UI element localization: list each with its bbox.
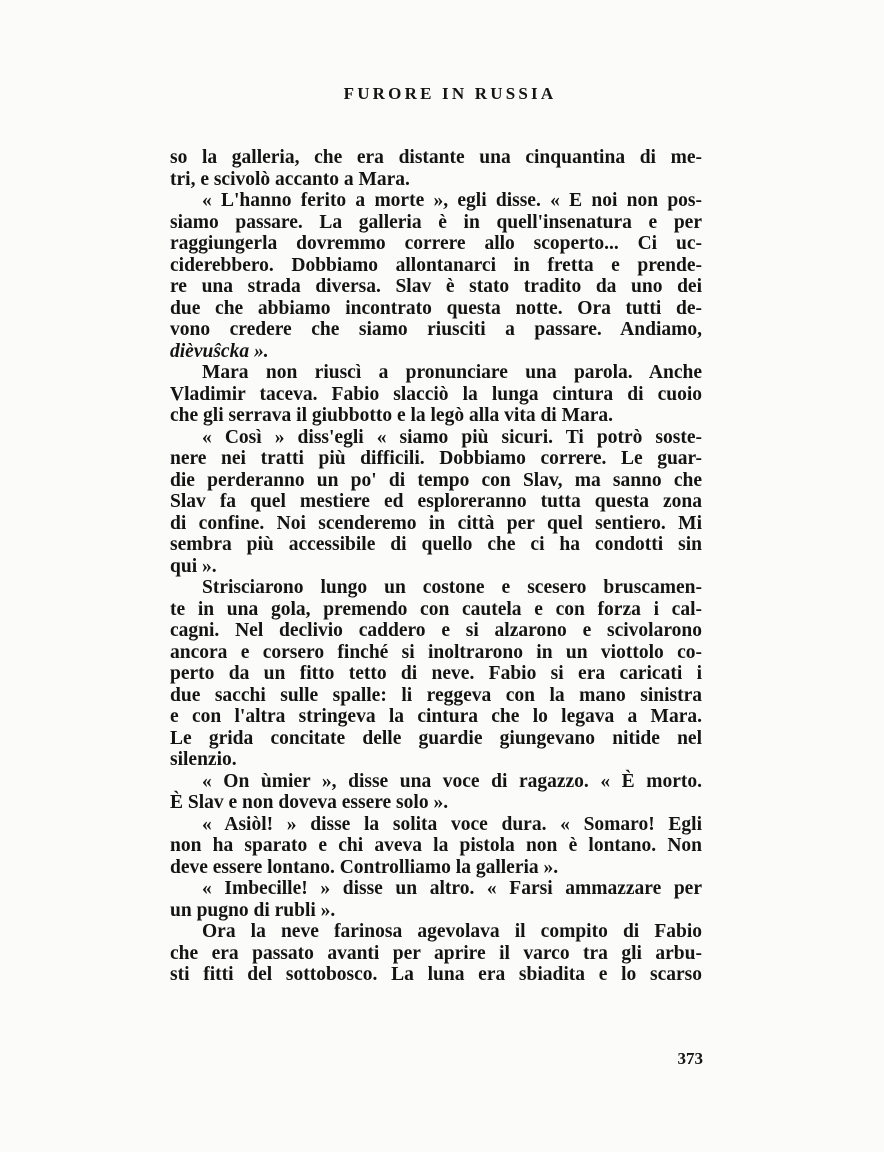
text-line: Strisciarono lungo un costone e scesero bruscamen- (202, 577, 702, 598)
text-line: sembra più accessibile di quello che ci ha condotti sin (170, 534, 702, 555)
text-line: re una strada diversa. Slav è stato tradito da uno dei (170, 276, 702, 297)
text-line: te in una gola, premendo con cautela e con forza i cal- (170, 598, 702, 620)
text-line: silenzio. (170, 749, 237, 770)
text-line: un pugno di rubli ». (170, 899, 336, 921)
text-line: che gli serrava il giubbotto e la legò alla vita di Mara. (170, 405, 614, 426)
text-line: cagni. Nel declivio caddero e si alzarono e scivolarono (170, 620, 702, 641)
text-line: Mara non riuscì a pronunciare una parola. Anche (202, 362, 702, 383)
text-line: « Così » diss'egli « siamo più sicuri. Ti potrò soste- (202, 426, 702, 448)
text-line: dièvuŝcka ». (170, 340, 269, 362)
text-line: ciderebbero. Dobbiamo allontanarci in fretta e prende- (170, 254, 702, 276)
text-line: sti fitti del sottobosco. La luna era sbiadita e lo scarso (170, 964, 702, 985)
body-text (170, 147, 702, 986)
text-line: ancora e corsero finché si inoltrarono in un viottolo co- (170, 641, 702, 663)
text-line: deve essere lontano. Controlliamo la galleria ». (170, 856, 559, 878)
text-line: nere nei tratti più difficili. Dobbiamo correre. Le guar- (170, 448, 702, 469)
text-line: perto da un fitto tetto di neve. Fabio si era caricati i (170, 663, 702, 684)
text-line: « On ùmier », disse una voce di ragazzo. « È morto. (202, 770, 702, 792)
text-line: siamo passare. La galleria è in quell'insenatura e per (170, 211, 702, 233)
text-line: raggiungerla dovremmo correre allo scoperto... Ci uc- (170, 233, 702, 254)
text-line: « Asiòl! » disse la solita voce dura. « Somaro! Egli (202, 813, 702, 835)
text-line: di confine. Noi scenderemo in città per quel sentiero. Mi (170, 512, 702, 534)
text-line: die perderanno un po' di tempo con Slav, ma sanno che (170, 469, 702, 491)
text-line: « L'hanno ferito a morte », egli disse. « E noi non pos- (202, 190, 702, 211)
text-line: non ha sparato e chi aveva la pistola non è lontano. Non (170, 835, 702, 856)
text-line: « Imbecille! » disse un altro. « Farsi ammazzare per (202, 878, 702, 899)
text-line: due che abbiamo incontrato questa notte. Ora tutti de- (170, 297, 702, 319)
text-line: Ora la neve farinosa agevolava il compito di Fabio (202, 921, 702, 942)
text-line: vono credere che siamo riusciti a passare. Andiamo, (170, 319, 702, 340)
text-line: È Slav e non doveva essere solo ». (170, 792, 449, 813)
text-line: qui ». (170, 555, 217, 577)
text-line: e con l'altra stringeva la cintura che lo legava a Mara. (170, 706, 702, 727)
page-number: 373 (677, 1049, 703, 1068)
text-line: due sacchi sulle spalle: li reggeva con la mano sinistra (170, 684, 702, 706)
text-line: Vladimir taceva. Fabio slacciò la lunga cintura di cuoio (170, 383, 702, 405)
text-line: Slav fa quel mestiere ed esploreranno tutta questa zona (170, 491, 702, 512)
text-line: so la galleria, che era distante una cinquantina di me- (170, 147, 702, 168)
text-line: tri, e scivolò accanto a Mara. (170, 168, 410, 190)
text-line: che era passato avanti per aprire il varco tra gli arbu- (170, 942, 702, 964)
running-title: FURORE IN RUSSIA (343, 84, 557, 103)
text-line: Le grida concitate delle guardie giungevano nitide nel (170, 727, 702, 749)
